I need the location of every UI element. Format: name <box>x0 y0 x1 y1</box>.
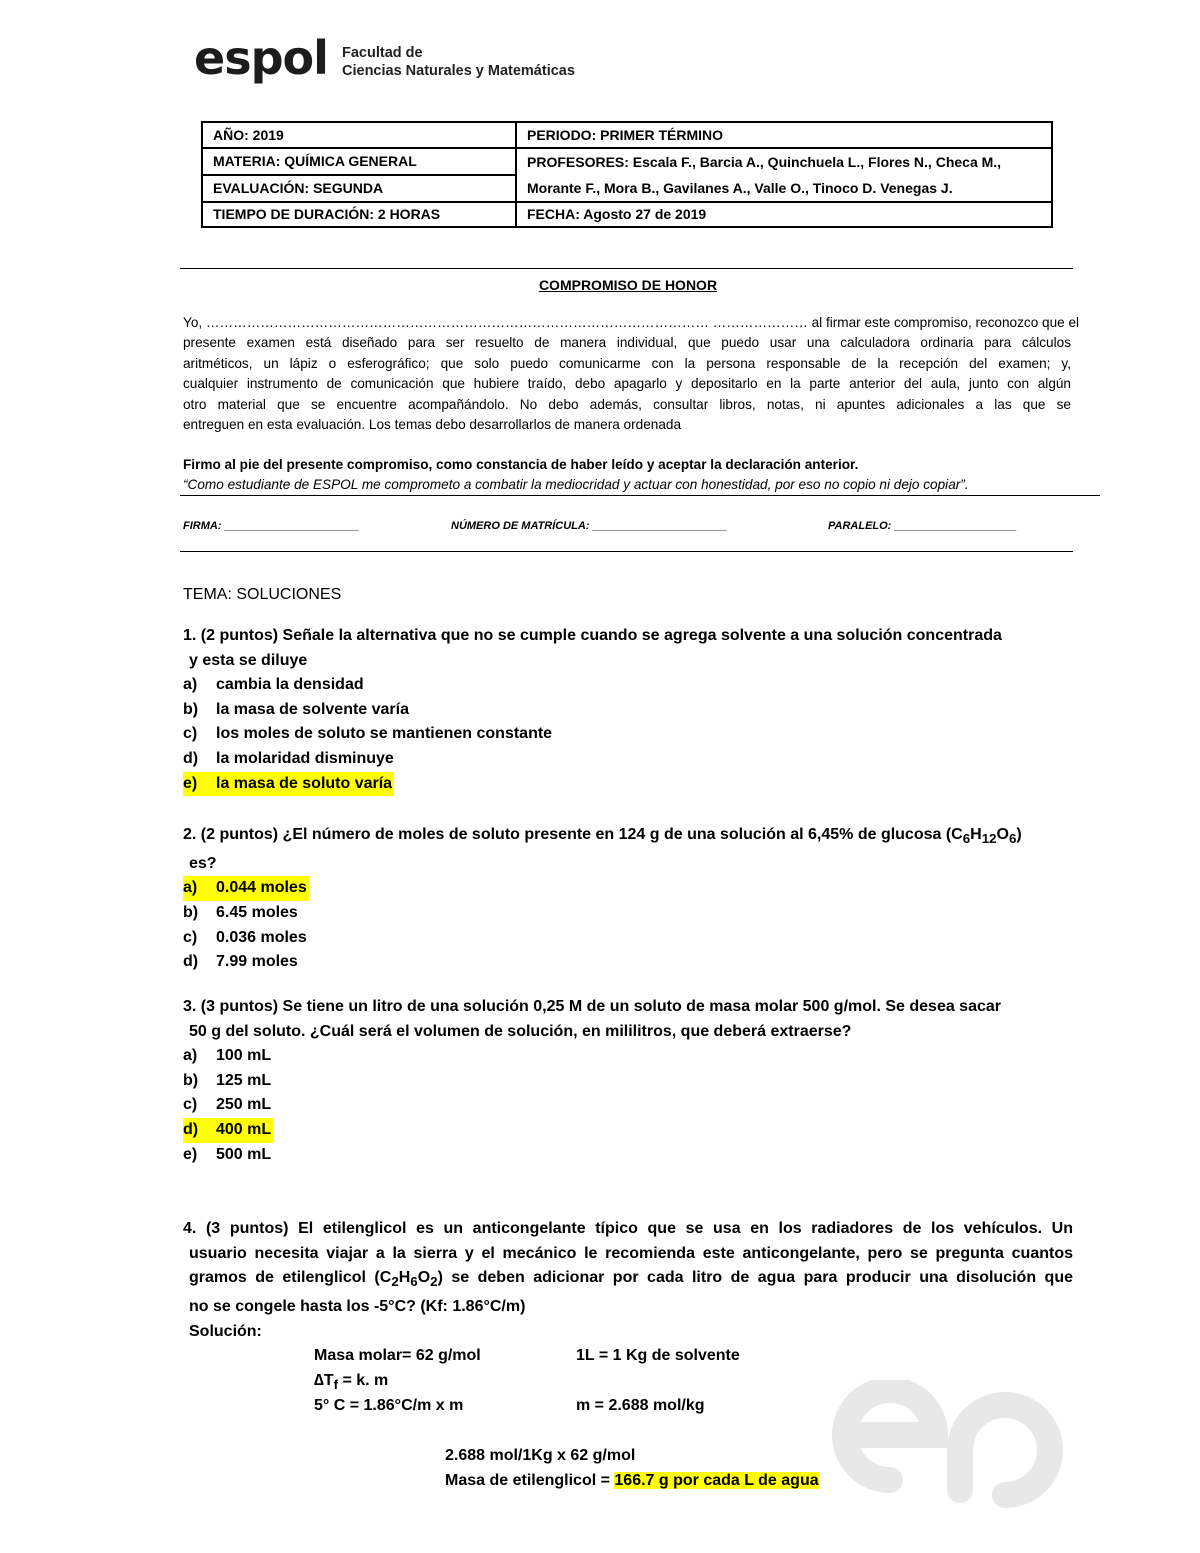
faculty-line2: Ciencias Naturales y Matemáticas <box>342 63 575 79</box>
honor-line: aritméticos, un lápiz o esferográfico; que solo puedo comunicarme con la persona responsable de la recepción del examen; y, <box>183 355 1071 371</box>
section-field: PARALELO: ____________________ <box>828 520 1017 532</box>
period-cell: PERIODO: PRIMER TÉRMINO <box>516 122 1052 148</box>
question-stem-cont: y esta se diluye <box>189 651 308 669</box>
topic-title: TEMA: SOLUCIONES <box>183 586 342 603</box>
question-stem: 1. (2 puntos) Señale la alternativa que no se cumple cuando se agrega solvente a una solución concentrada <box>183 627 1002 644</box>
espol-watermark-icon <box>830 1380 1090 1510</box>
honor-line: Yo, ………………………………………………………………………………………………… ………………… al firmar este compromiso, reconozco que el <box>183 315 1080 330</box>
result-value: 166.7 g por cada L de agua <box>614 1472 819 1489</box>
year-cell: AÑO: 2019 <box>202 122 516 148</box>
question-stem-cont: es? <box>189 854 217 872</box>
enrollment-field: NÚMERO DE MATRÍCULA: ______________________ <box>451 520 728 532</box>
divider-mid <box>180 495 1100 496</box>
question-2 <box>183 823 1073 975</box>
option-d: d) la molaridad disminuye <box>183 749 394 767</box>
option-c: c) los moles de soluto se mantienen constante <box>183 725 553 743</box>
honor-title: COMPROMISO DE HONOR <box>538 277 718 293</box>
equation: 5° C = 1.86°C/m x m <box>314 1397 464 1414</box>
option-b: b) 125 mL <box>183 1071 272 1089</box>
option-b: b) la masa de solvente varía <box>183 700 409 718</box>
question-stem-cont: 50 g del soluto. ¿Cuál será el volumen de solución, en mililitros, que deberá extraerse? <box>189 1022 852 1040</box>
honor-quote: “Como estudiante de ESPOL me comprometo a combatir la mediocridad y actuar con honestidad, por eso no copio ni dejo copiar”. <box>183 477 969 492</box>
professors-cell: PROFESORES: Escala F., Barcia A., Quinchuela L., Flores N., Checa M., Morante F., Mora B., Gavilanes A., Valle O., Tinoco D. Venegas J. <box>516 148 1052 202</box>
divider-bottom <box>180 551 1073 552</box>
question-3 <box>183 995 1073 1167</box>
option-a-correct: a) 0.044 moles <box>183 876 309 901</box>
option-d-correct: d) 400 mL <box>183 1118 273 1143</box>
svg-text:espol: espol <box>194 36 328 85</box>
date-cell: FECHA: Agosto 27 de 2019 <box>516 202 1052 228</box>
option-b: b) 6.45 moles <box>183 903 298 921</box>
faculty-name <box>342 44 575 80</box>
option-a: a) cambia la densidad <box>183 676 364 694</box>
question-stem: 3. (3 puntos) Se tiene un litro de una solución 0,25 M de un soluto de masa molar 500 g/mol. Se desea sacar <box>183 998 1001 1015</box>
result: Masa de etilenglicol = 166.7 g por cada L de agua <box>445 1472 819 1489</box>
question-stem: 4. (3 puntos) El etilenglicol es un anticongelante típico que se usa en los radiadores de los vehículos. Un <box>183 1220 1073 1237</box>
option-a: a) 100 mL <box>183 1047 272 1065</box>
option-e-correct: e) la masa de soluto varía <box>183 772 394 797</box>
duration-cell: TIEMPO DE DURACIÓN: 2 HORAS <box>202 202 516 228</box>
solution-label: Solución: <box>189 1322 262 1340</box>
question-1 <box>183 624 1073 796</box>
honor-line: cualquier instrumento de comunicación que hubiere traído, debo apagarlo y depositarlo en la parte anterior del aula, junto con algún <box>183 376 1071 392</box>
question-4 <box>183 1217 1073 1344</box>
subject-cell: MATERIA: QUÍMICA GENERAL <box>202 148 516 175</box>
liter-equivalence: 1L = 1 Kg de solvente <box>576 1347 740 1364</box>
molar-mass: Masa molar= 62 g/mol <box>314 1347 481 1364</box>
option-e: e) 500 mL <box>183 1145 272 1163</box>
question-stem-cont: usuario necesita viajar a la sierra y el mecánico le recomienda este anticongelante, pero se pregunta cuantos <box>189 1244 1073 1262</box>
option-d: d) 7.99 moles <box>183 953 298 971</box>
honor-text <box>183 313 1080 435</box>
exam-info-table <box>201 121 1053 228</box>
molality: m = 2.688 mol/kg <box>576 1397 705 1414</box>
honor-line: entreguen en esta evaluación. Los temas debo desarrollarlos de manera ordenada <box>183 417 682 433</box>
calculation: 2.688 mol/1Kg x 62 g/mol <box>445 1447 636 1464</box>
honor-line: presente examen está diseñado para ser resuelto de manera individual, que puedo usar una calculadora ordinaria para cálculos <box>183 335 1071 351</box>
option-c: c) 250 mL <box>183 1096 272 1114</box>
honor-line: otro material que se encuentre acompañándolo. No debo además, consultar libros, notas, ni apuntes adicionales a las que se <box>183 396 1071 412</box>
question-stem-cont: no se congele hasta los -5°C? (Kf: 1.86°C/m) <box>189 1297 526 1315</box>
question-stem: 2. (2 puntos) ¿El número de moles de soluto presente en 124 g de una solución al 6,45% de glucosa $(C_6H_{12}O_6)$ <box>183 826 1022 847</box>
divider-top <box>180 268 1073 269</box>
delta-formula: $\Delta T_f = k$. m <box>314 1372 389 1393</box>
espol-logo <box>194 36 329 91</box>
honor-firmo: Firmo al pie del presente compromiso, como constancia de haber leído y aceptar la declaración anterior. <box>183 457 859 472</box>
evaluation-cell: EVALUACIÓN: SEGUNDA <box>202 175 516 202</box>
faculty-line1: Facultad de <box>342 45 423 61</box>
question-stem-cont: gramos de etilenglicol $(C_2H_6O_2)$ se deben adicionar por cada litro de agua para producir una disolución que <box>189 1269 1074 1290</box>
option-c: c) 0.036 moles <box>183 928 307 946</box>
signature-field: FIRMA: ______________________ <box>183 520 360 532</box>
